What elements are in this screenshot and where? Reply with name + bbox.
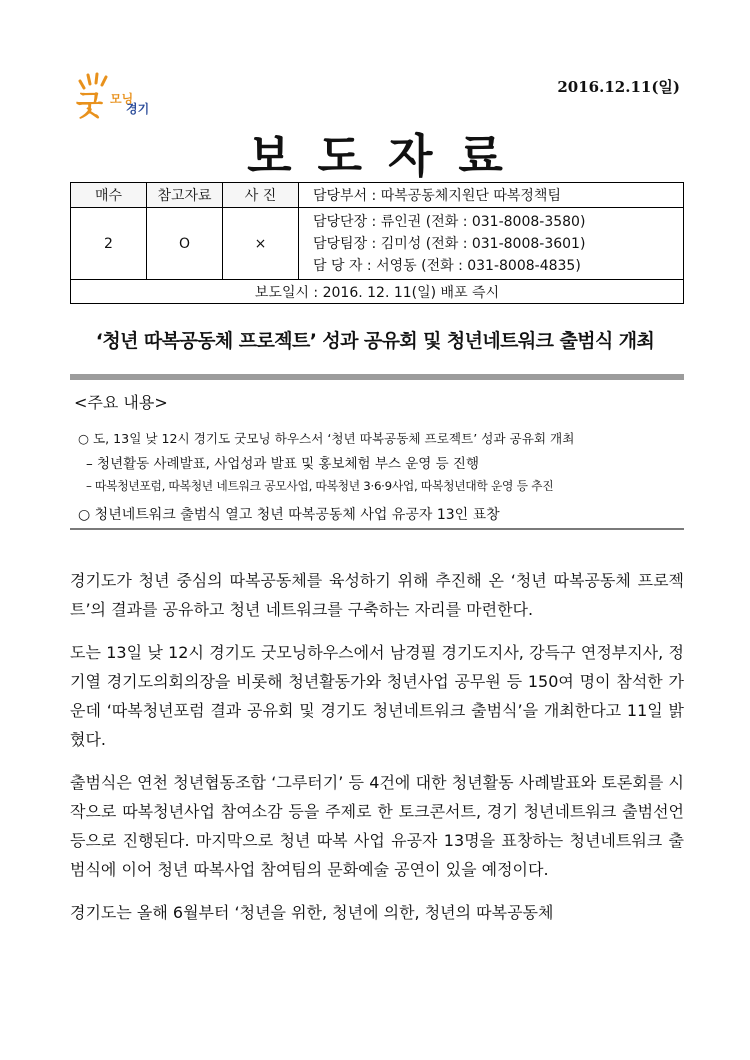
release-schedule: 보도일시 : 2016. 12. 11(일) 배포 즉시 [71, 280, 684, 304]
value-attachments: O [147, 208, 223, 280]
gyeonggi-logo [70, 72, 180, 122]
contact-director: 담당단장 : 류인권 (전화 : 031-8008-3580) [313, 213, 586, 230]
header-photos: 사 진 [223, 183, 299, 208]
paragraph: 경기도가 청년 중심의 따복공동체를 육성하기 위해 추진해 온 ‘청년 따복공동체 프로젝트’의 결과를 공유하고 청년 네트워크를 구축하는 자리를 마련한다. [70, 571, 684, 619]
summary-top-rule [70, 374, 684, 380]
summary-title: <주요 내용> [74, 393, 168, 412]
article-body [70, 566, 684, 941]
value-photos: × [223, 208, 299, 280]
logo-text-gyeonggi: 경기 [126, 102, 150, 116]
paragraph: 출범식은 연천 청년협동조합 ‘그루터기’ 등 4건에 대한 청년활동 사례발표와 토론회를 시작으로 따복청년사업 참여소감 등을 주제로 한 토크콘서트, 경기 청년네트워크 출범선언 등으로 진행된다. 마지막으로 청년 따복 사업 유공자 13명을 표창하는 청년네트워크 출범식에 이어 청년 따복사업 참여팀의 문화예술 공연이 있을 예정이다. [70, 773, 684, 879]
logo-text-morning: 모닝 [110, 92, 134, 106]
contacts-cell [299, 208, 684, 280]
logo-text-main: 굿 [76, 89, 101, 122]
info-table [70, 182, 684, 304]
department: 담당부서 : 따복공동체지원단 따복정책팀 [299, 183, 684, 208]
contact-team-leader: 담당팀장 : 김미성 (전화 : 031-8008-3601) [313, 235, 586, 252]
summary-subitem: – 청년활동 사례발표, 사업성과 발표 및 홍보체험 부스 운영 등 진행 [86, 456, 480, 472]
summary-item: ○ 청년네트워크 출범식 열고 청년 따복공동체 사업 유공자 13인 표창 [78, 507, 500, 523]
value-pages: 2 [71, 208, 147, 280]
header-pages: 매수 [71, 183, 147, 208]
contact-staff: 담 당 자 : 서영동 (전화 : 031-8008-4835) [313, 257, 581, 274]
summary-subitem: – 따복청년포럼, 따복청년 네트워크 공모사업, 따복청년 3·6·9사업, 따복청년대학 운영 등 추진 [86, 479, 554, 493]
release-date: 2016.12.11(일) [557, 78, 680, 96]
page-title: 보도자료 [247, 129, 529, 183]
headline: ‘청년 따복공동체 프로젝트’ 성과 공유회 및 청년네트워크 출범식 개최 [95, 330, 655, 352]
header-attachments: 참고자료 [147, 183, 223, 208]
paragraph: 경기도는 올해 6월부터 ‘청년을 위한, 청년에 의한, 청년의 따복공동체 [70, 903, 554, 922]
paragraph: 도는 13일 낮 12시 경기도 굿모닝하우스에서 남경필 경기도지사, 강득구 연정부지사, 정기열 경기도의회의장을 비롯해 청년활동가와 청년사업 공무원 등 150여 명이 참석한 가운데 ‘따복청년포럼 결과 공유회 및 경기도 청년네트워크 출범식’을 개최한다고 11일 밝혔다. [70, 643, 684, 749]
summary-box [70, 382, 684, 530]
summary-item: ○ 도, 13일 낮 12시 경기도 굿모닝 하우스서 ‘청년 따복공동체 프로젝트’ 성과 공유회 개최 [78, 431, 575, 446]
